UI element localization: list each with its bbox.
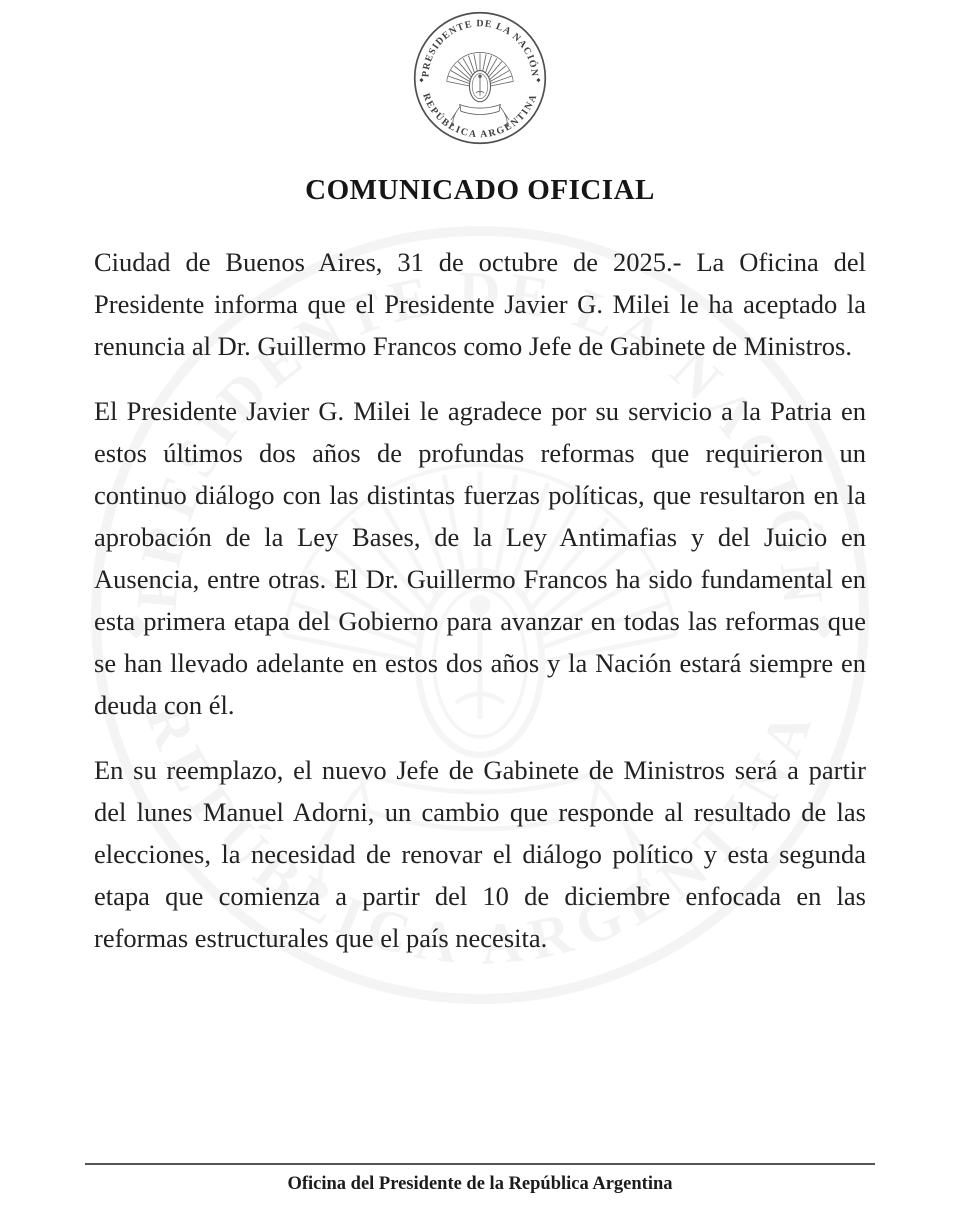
footer-divider xyxy=(85,1163,875,1195)
paragraph-3: En su reemplazo, el nuevo Jefe de Gabinete de Ministros será a partir del lunes Manuel Adorni, un cambio que responde al resultado de las elecciones, la necesidad de renovar el diálogo político y esta segunda etapa que comienza a partir del 10 de diciembre enfocada en las reformas estructurales que el país necesita. xyxy=(94,755,866,953)
communique-document xyxy=(0,10,960,1210)
presidential-seal xyxy=(412,10,548,146)
footer-text: Oficina del Presidente de la República Argentina xyxy=(287,1174,673,1194)
page-title: COMUNICADO OFICIAL xyxy=(305,174,655,206)
paragraph-1: Ciudad de Buenos Aires, 31 de octubre de 2025.- La Oficina del Presidente informa que el Presidente Javier G. Milei le ha aceptado la renuncia al Dr. Guillermo Francos como Jefe de Gabinete de Ministros. xyxy=(94,247,866,361)
paragraph-2: El Presidente Javier G. Milei le agradece por su servicio a la Patria en estos últimos dos años de profundas reformas que requirieron un continuo diálogo con las distintas fuerzas políticas, que resultaron en la aprobación de la Ley Bases, de la Ley Antimafias y del Juicio en Ausencia, entre otras. El Dr. Guillermo Francos ha sido fundamental en esta primera etapa del Gobierno para avanzar en todas las reformas que se han llevado adelante en estos dos años y la Nación estará siempre en deuda con él. xyxy=(94,396,866,720)
communique-body xyxy=(94,241,866,959)
communique-page xyxy=(0,10,960,959)
